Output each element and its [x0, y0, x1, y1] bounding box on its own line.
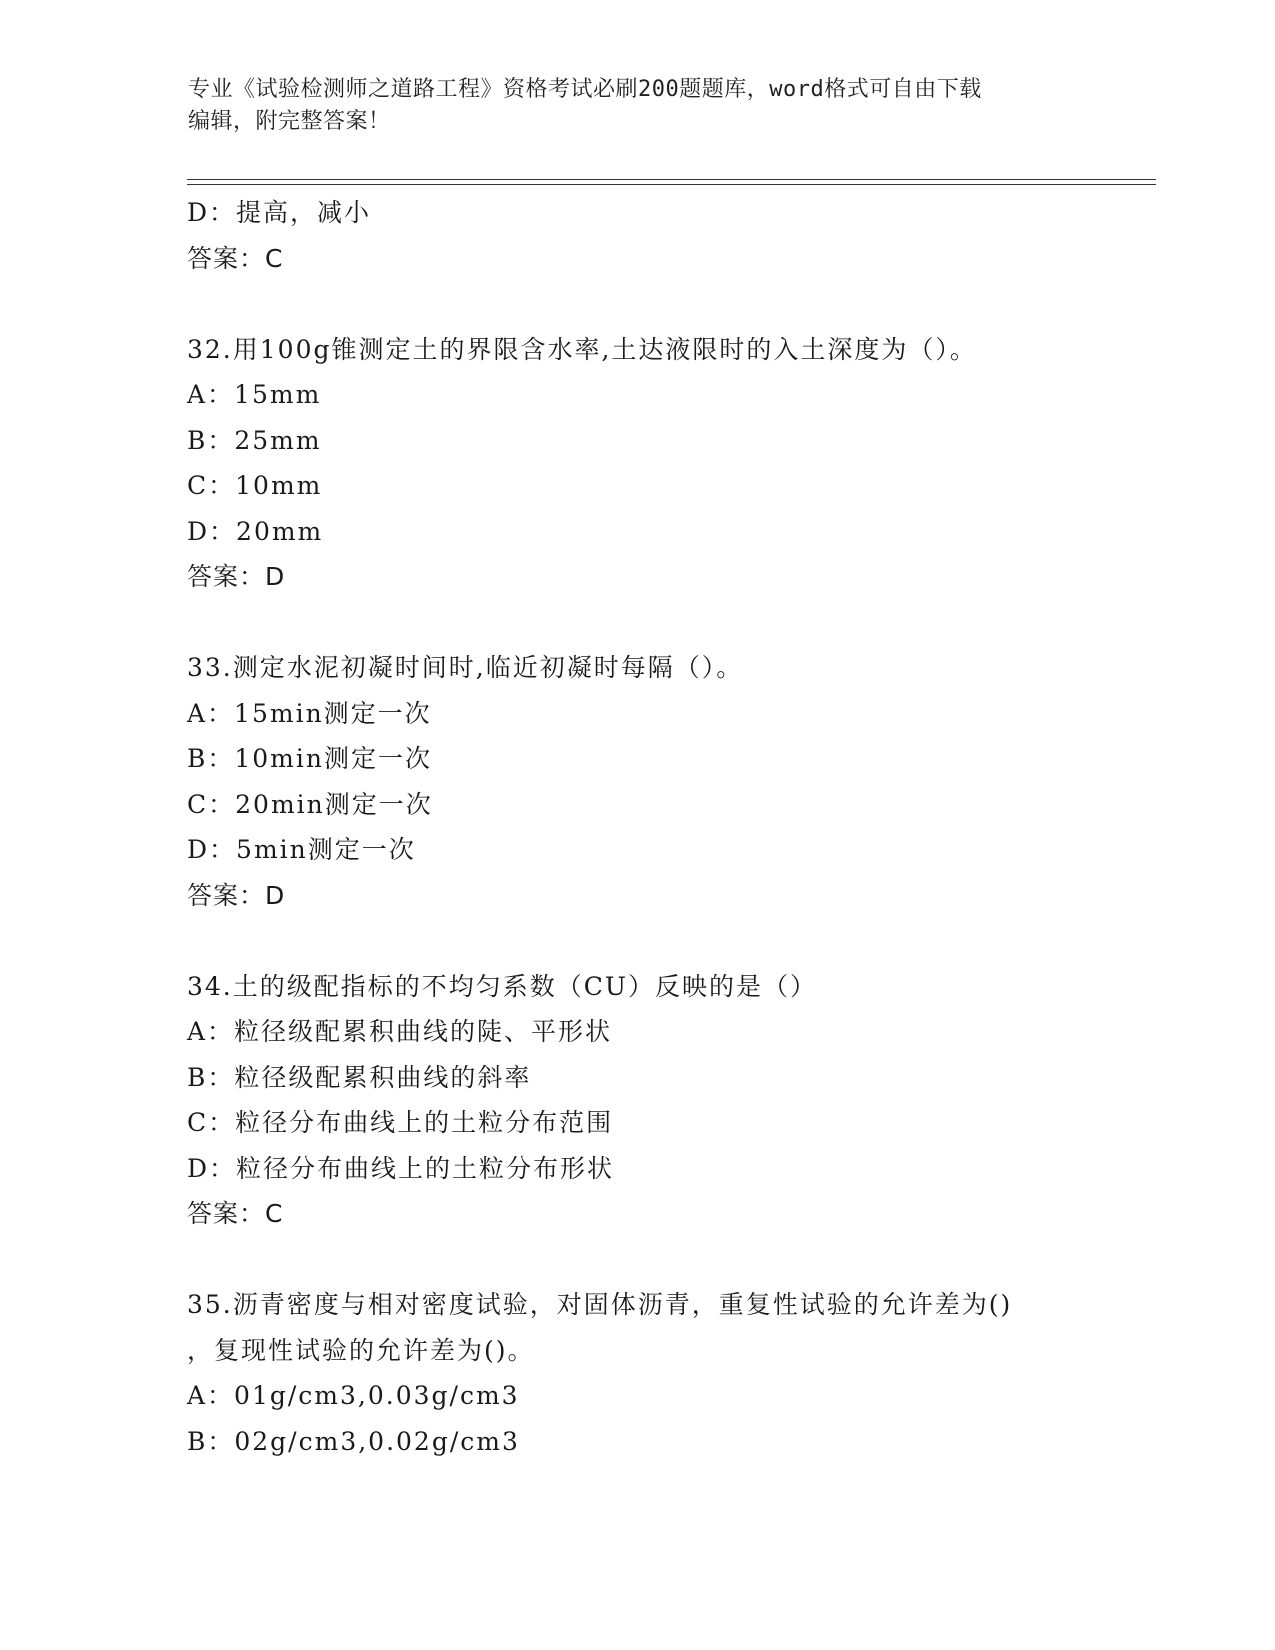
- header-line-1: 专业《试验检测师之道路工程》资格考试必刷200题题库，word格式可自由下载: [188, 77, 982, 102]
- option-a: A：01g/cm3,0.03g/cm3: [187, 1381, 520, 1410]
- question-34: [187, 964, 1187, 1237]
- option-d: D：5min测定一次: [187, 835, 416, 864]
- option-b: B：10min测定一次: [187, 744, 432, 773]
- option-a: A：粒径级配累积曲线的陡、平形状: [187, 1017, 613, 1046]
- answer-line: 答案：D: [187, 880, 286, 910]
- header-line-2: 编辑，附完整答案！: [188, 109, 391, 134]
- header-rule-top: [187, 179, 1156, 180]
- spacer: [187, 281, 1187, 327]
- option-d: D：提高，减小: [187, 198, 372, 227]
- option-a: A：15min测定一次: [187, 698, 432, 728]
- option-a: A：15mm: [187, 380, 322, 409]
- option-b: B：粒径级配累积曲线的斜率: [187, 1062, 532, 1092]
- option-d: D：20mm: [187, 516, 324, 546]
- question-33: [187, 645, 1187, 918]
- question-stem: 32.用100g锥测定土的界限含水率,土达液限时的入土深度为（）。: [187, 334, 977, 364]
- option-c: C：20min测定一次: [187, 789, 433, 819]
- answer-line: 答案：D: [187, 562, 286, 591]
- spacer: [187, 600, 1187, 646]
- option-c: C：粒径分布曲线上的土粒分布范围: [187, 1108, 614, 1137]
- spacer: [187, 918, 1187, 964]
- continued-question: [187, 190, 1187, 281]
- option-b: B：02g/cm3,0.02g/cm3: [187, 1426, 520, 1456]
- header-rule-bottom: [187, 184, 1156, 185]
- answer-line: 答案：C: [187, 243, 284, 273]
- question-body: [187, 190, 1187, 1464]
- question-stem-continued: ，复现性试验的允许差为()。: [187, 1335, 535, 1365]
- option-d: D：粒径分布曲线上的土粒分布形状: [187, 1153, 615, 1183]
- question-32: [187, 327, 1187, 600]
- question-stem: 34.土的级配指标的不均匀系数（CU）反映的是（）: [187, 971, 817, 1001]
- question-35: [187, 1282, 1187, 1464]
- spacer: [187, 1237, 1187, 1283]
- option-b: B：25mm: [187, 425, 322, 455]
- question-stem: 33.测定水泥初凝时间时,临近初凝时每隔（）。: [187, 653, 744, 682]
- document-header: [188, 74, 1088, 138]
- question-stem: 35.沥青密度与相对密度试验，对固体沥青，重复性试验的允许差为(): [187, 1290, 1013, 1319]
- option-c: C：10mm: [187, 471, 323, 500]
- answer-line: 答案：C: [187, 1199, 284, 1228]
